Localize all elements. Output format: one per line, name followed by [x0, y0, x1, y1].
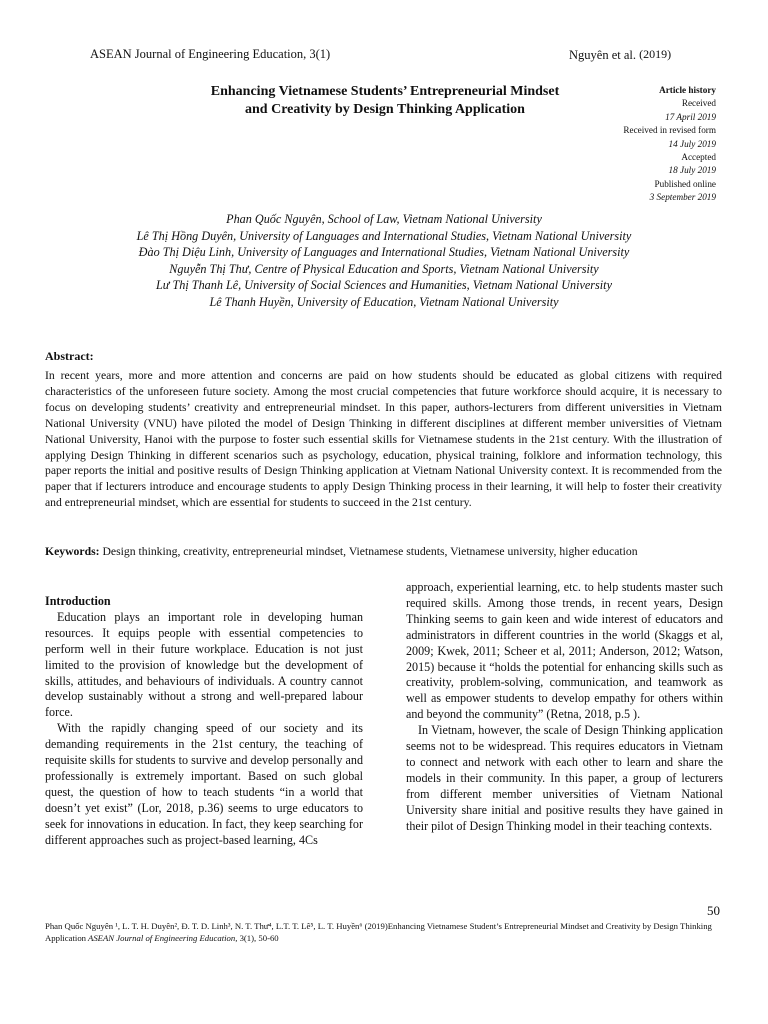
page-number: 50: [707, 903, 720, 918]
author-line: Phan Quốc Nguyên, School of Law, Vietnam National University: [226, 212, 542, 226]
body-column-left: [45, 594, 363, 849]
footer-volume: 3(1), 50-60: [237, 933, 279, 943]
article-history: [526, 84, 716, 205]
running-header-journal: ASEAN Journal of Engineering Education, 3(1): [90, 47, 331, 61]
history-label-accepted: Accepted: [681, 152, 716, 163]
history-date-received: 17 April 2019: [665, 111, 716, 122]
header-authors-short: Nguyên et al.: [569, 48, 636, 62]
abstract-text: In recent years, more and more attention and concerns are paid on how students should be educated as global citizens with required characteristics of the unforeseen future society. Among the most crucial competencies that future workforce should acquire, it is necessary to focus on developing students’ creativity and entrepreneurial mindset. In this paper, authors-lecturers from different universities in Vietnam National University (VNU) have piloted the model of Design Thinking in different disciplines at different member universities of Vietnam National University, Hanoi with the purpose to foster such essential skills for Vietnamese students in the 21st century. With the illustration of applying Design Thinking in different scenarios such as psychology, education, physical training, folklore and information technology, this paper reports the initial and positive results of Design Thinking application at Vietnam National University context. It is recommended from the paper that if lecturers introduce and encourage students to apply Design Thinking process in their learning, it will help to foster their creativity and entrepreneurial mindset, which are essential for students to succeed in the 21st century.: [45, 369, 722, 510]
history-label-revised: Received in revised form: [623, 125, 716, 136]
history-date-published: 3 September 2019: [649, 192, 716, 203]
keywords-text: Design thinking, creativity, entrepreneurial mindset, Vietnamese students, Vietnamese university, higher education: [99, 545, 638, 558]
keywords: [45, 545, 735, 558]
footer-citation-text: Phan Quốc Nguyên ¹, L. T. H. Duyên², Đ. T. D. Linh³, N. T. Thư⁴, L.T. T. Lê⁵, L. T. Huyền⁶ (2019)Enhancing Vietnamese Student’s Entrepreneurial Mindset and Creativity by Design Thinking Application: [45, 921, 712, 943]
footer-journal: ASEAN Journal of Engineering Education,: [86, 933, 238, 943]
history-date-revised: 14 July 2019: [668, 138, 716, 149]
body-column-right: [406, 580, 723, 835]
title-line-2: and Creativity by Design Thinking Application: [245, 102, 525, 117]
header-year: (2019): [639, 47, 672, 61]
history-date-accepted: 18 July 2019: [668, 165, 716, 176]
author-line: Đào Thị Diệu Linh, University of Languages and International Studies, Vietnam National University: [138, 245, 630, 260]
keywords-label: Keywords:: [45, 545, 100, 558]
body-paragraph: Education plays an important role in developing human resources. It equips people with essential competencies to perform well in their future workplace. Education is not just limited to the provision of knowledge but the development of skills, attitudes, and behaviours of individuals. A country cannot develop sustainably without a strong and well-prepared labour force.: [45, 609, 363, 720]
body-paragraph: approach, experiential learning, etc. to help students master such required skills. Among those trends, in recent years, Design Thinking seems to gain keen and wide interest of educators and administrators in different countries in the world (Skaggs et al, 2009; Kwek, 2011; Scheer et al, 2011; Anderson, 2012; Watson, 2015) because it “holds the potential for enhancing skills such as creativity, problem-solving, communication, and teamwork as well as empower students to develop empathy for others within and beyond the community” (Retna, 2018, p.5 ).: [406, 580, 723, 722]
title-line-1: Enhancing Vietnamese Students’ Entrepreneurial Mindset: [210, 84, 560, 99]
abstract-heading: Abstract:: [45, 349, 94, 363]
author-list: [30, 211, 738, 311]
history-label-published: Published online: [654, 178, 716, 189]
author-line: Nguyễn Thị Thư, Centre of Physical Education and Sports, Vietnam National University: [169, 261, 599, 276]
section-heading-introduction: Introduction: [45, 594, 111, 608]
author-line: Lư Thị Thanh Lê, University of Social Sciences and Humanities, Vietnam National University: [156, 278, 612, 293]
body-paragraph: In Vietnam, however, the scale of Design Thinking application seems not to be widespread. This requires educators in Vietnam to connect and network with each other to learn and share the models in their community. In this paper, a group of lecturers from different member universities of Vietnam National University share initial and positive results they have gained in their pilot of Design Thinking model in their teaching contexts.: [406, 723, 723, 833]
author-line: Lê Thanh Huyền, University of Education, Vietnam National University: [209, 294, 559, 309]
body-paragraph: With the rapidly changing speed of our society and its demanding requirements in the 21st century, the teaching of requisite skills for students to survive and develop personally and professionally is extremely important. Based on such global quest, the question of how to teach students “in a world that doesn’t yet exist” (Lor, 2018, p.36) seems to urge educators to seek for innovations in education. In fact, they keep searching for different approaches such as project-based learning, 4Cs: [45, 721, 363, 847]
article-history-heading: Article history: [659, 85, 716, 95]
author-line: Lê Thị Hồng Duyên, University of Languages and International Studies, Vietnam National University: [136, 228, 632, 243]
history-label-received: Received: [681, 98, 716, 109]
running-header-authors: [569, 47, 671, 63]
footer-citation: [45, 920, 735, 944]
